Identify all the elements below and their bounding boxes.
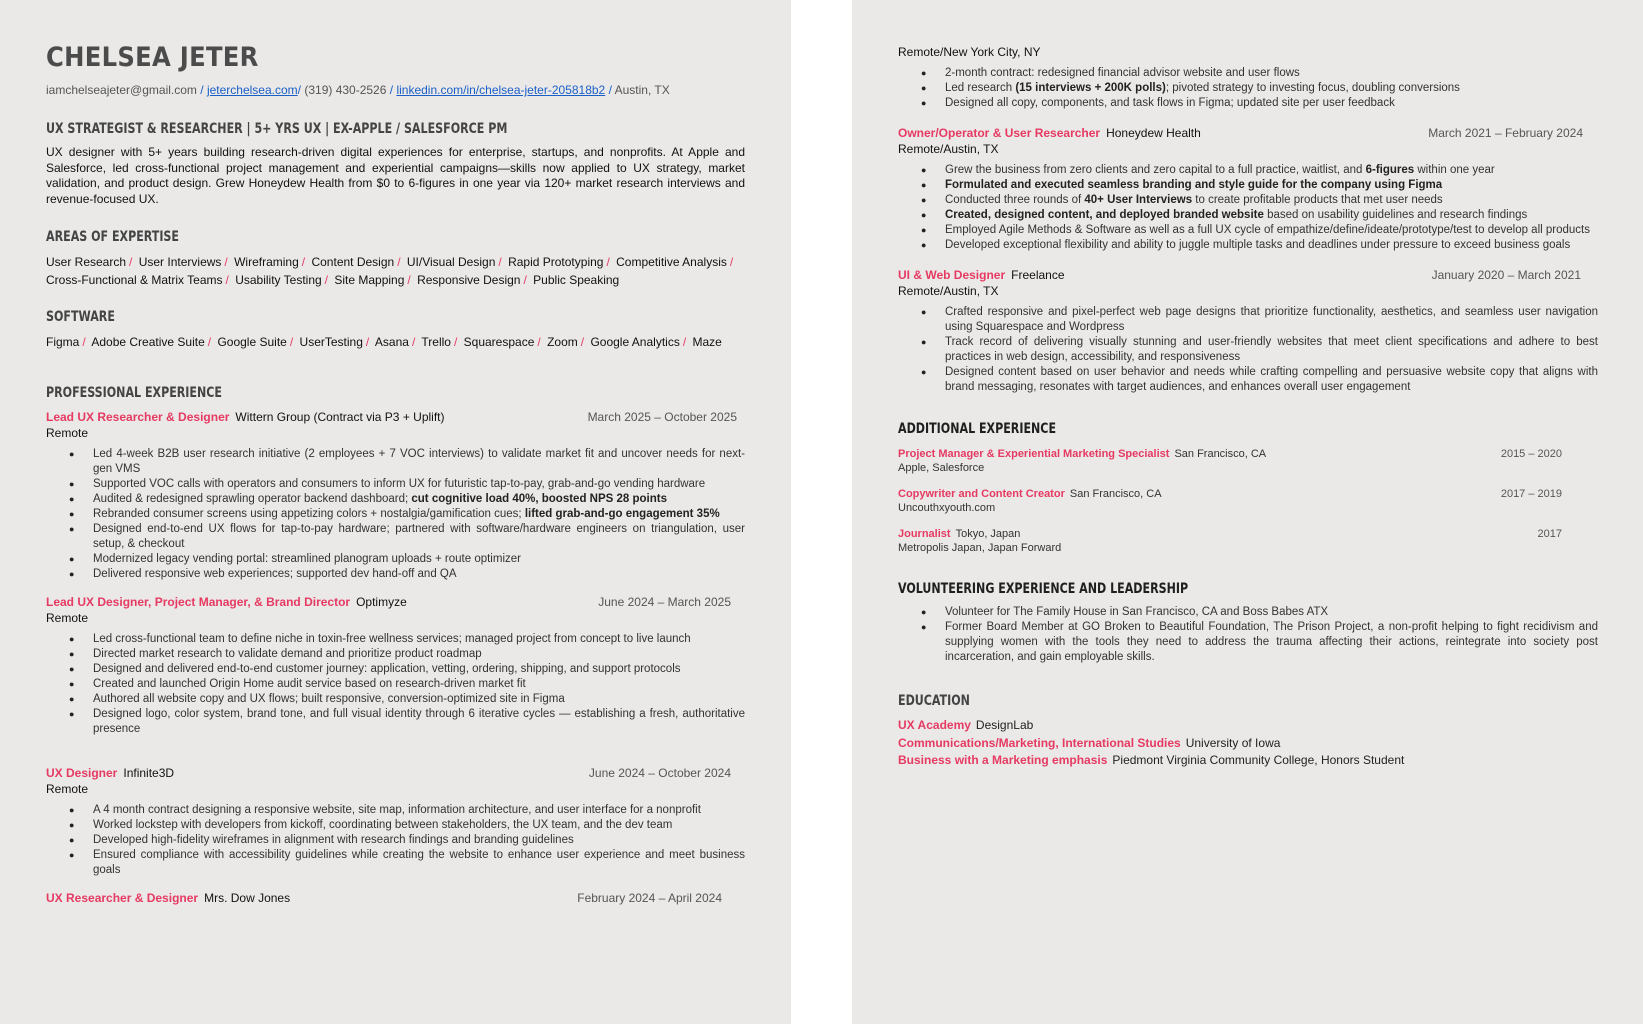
bullet-item: ● Former Board Member at GO Broken to Beautiful Foundation, The Prison Project, a non-profit helping to fight recidivism and supplying women with the tools they need to address the trauma affecting their actions, reintegrate into society post incarceration, and gain employable skills. (945, 620, 1598, 665)
expertise-heading: AREAS OF EXPERTISE (46, 229, 180, 245)
bullet-item (93, 707, 745, 737)
bullet-text: based on usability guidelines and research findings (1263, 209, 1528, 221)
bullet-item (945, 193, 1598, 208)
job-role: UX Designer (46, 766, 118, 780)
bullet-text: Led 4-week B2B user research initiative (2 employees + 7 VOC interviews) to validate market fit and uncover needs for next-gen VMS (93, 448, 745, 475)
separator: / (289, 335, 294, 349)
separator: / (365, 335, 370, 349)
bullet-item (945, 365, 1598, 395)
tag-item: Trello (421, 335, 451, 349)
resume-page-2 (852, 0, 1643, 1024)
tag-item: Zoom (547, 335, 578, 349)
separator: / (207, 335, 212, 349)
additional-row (898, 447, 1598, 461)
education-school: Piedmont Virginia Community College, Honors Student (1112, 753, 1405, 767)
software-heading: SOFTWARE (46, 309, 115, 325)
tag-item: Figma (46, 335, 80, 349)
software-list (46, 333, 745, 351)
bullet-item (945, 96, 1598, 111)
separator: / (324, 273, 329, 287)
volunteering-list (898, 605, 1598, 665)
additional-dates: 2017 (1537, 528, 1562, 540)
job-dates: March 2025 – October 2025 (587, 410, 737, 424)
job-location: Remote/Austin, TX (898, 284, 999, 298)
experience-heading: PROFESSIONAL EXPERIENCE (46, 385, 222, 401)
job-dates: June 2024 – March 2025 (598, 595, 731, 609)
job-location: Remote (46, 426, 89, 440)
bullet-text: Modernized legacy vending portal: streamlined planogram uploads + route optimizer (93, 553, 521, 565)
bullet-item (93, 632, 745, 647)
job-company: Mrs. Dow Jones (204, 891, 291, 905)
education-row (898, 752, 1598, 770)
bullet-text: Audited & redesigned sprawling operator backend dashboard; (93, 493, 412, 505)
experience-list (46, 409, 745, 906)
additional-dates: 2015 – 2020 (1500, 448, 1562, 460)
bullet-item (93, 522, 745, 552)
bullet-item (93, 662, 745, 677)
candidate-name: CHELSEA JETER (46, 42, 259, 73)
bullet-item (93, 677, 745, 692)
tag-item: Adobe Creative Suite (91, 335, 205, 349)
bullet-item (945, 81, 1598, 96)
phone-text: (319) 430-2526 (304, 83, 387, 97)
job-location: Remote/Austin, TX (898, 142, 999, 156)
bullet-text: Designed and delivered end-to-end customer journey: application, vetting, ordering, shipping, and support protocols (93, 663, 681, 675)
bullet-text: Grew the business from zero clients and zero capital to a full practice, waitlist, and (945, 164, 1366, 176)
bullet-item (945, 163, 1598, 178)
tag-item: Rapid Prototyping (508, 255, 604, 269)
separator: / (498, 255, 502, 269)
additional-role: Journalist (898, 528, 951, 540)
education-list (898, 717, 1598, 770)
job-header (46, 765, 745, 781)
tag-item: Google Analytics (590, 335, 680, 349)
separator: / (225, 273, 229, 287)
additional-heading: ADDITIONAL EXPERIENCE (898, 421, 1057, 437)
bullet-text: Developed high-fidelity wireframes in alignment with research findings and branding guidelines (93, 834, 574, 846)
tag-item: Content Design (311, 255, 395, 269)
separator: / (297, 83, 301, 97)
job-bullets (898, 305, 1598, 395)
bullet-item (945, 335, 1598, 365)
bullet-text: within one year (1414, 164, 1495, 176)
tag-item: User Research (46, 255, 127, 269)
bullet-text: Developed exceptional flexibility and ability to juggle multiple tasks and deadlines under pressure to exceed business goals (945, 239, 1571, 251)
job-company: Optimyze (356, 595, 407, 609)
tag-item: Maze (692, 335, 722, 349)
additional-row (898, 527, 1598, 541)
email-text: iamchelseajeter@gmail.com (46, 83, 197, 97)
education-program: UX Academy (898, 718, 971, 732)
job-location: Remote (46, 611, 89, 625)
tag-item: Usability Testing (235, 273, 322, 287)
job-company: Freelance (1011, 268, 1065, 282)
job-header (46, 594, 745, 610)
additional-location: San Francisco, CA (1069, 488, 1162, 500)
separator: / (606, 255, 610, 269)
tag-item: Squarespace (463, 335, 535, 349)
separator: / (200, 83, 204, 97)
job-dates: March 2021 – February 2024 (1428, 126, 1583, 140)
education-program: Business with a Marketing emphasis (898, 753, 1108, 767)
bullet-text: Designed end-to-end UX flows for tap-to-pay hardware; partnered with software/hardware engineers on triangulation, user setup, & checkout (93, 523, 745, 550)
tag-item: Public Speaking (533, 273, 620, 287)
tag-item: UI/Visual Design (406, 255, 496, 269)
job-location: Remote (46, 782, 89, 796)
tag-item: Responsive Design (417, 273, 521, 287)
additional-role: Copywriter and Content Creator (898, 488, 1065, 500)
contact-line (46, 83, 745, 97)
additional-list (898, 447, 1598, 555)
job-role: UI & Web Designer (898, 268, 1006, 282)
tag-item: User Interviews (138, 255, 222, 269)
education-row (898, 735, 1598, 753)
separator: / (397, 255, 401, 269)
bullet-emphasis: Formulated and executed seamless branding and style guide for the company using Figma (945, 179, 1443, 191)
location-text: Austin, TX (614, 83, 670, 97)
separator: / (523, 273, 527, 287)
bullet-item (93, 567, 745, 582)
additional-org: Apple, Salesforce (898, 462, 985, 474)
additional-org: Uncouthxyouth.com (898, 502, 996, 514)
bullet-emphasis: Created, designed content, and deployed branded website (945, 209, 1264, 221)
job-bullets (46, 803, 745, 878)
job-header (898, 125, 1598, 141)
job-header (898, 267, 1598, 283)
additional-role: Project Manager & Experiential Marketing Specialist (898, 448, 1170, 460)
summary-paragraph: UX designer with 5+ years building research-driven digital experiences for enterprise, startups, and nonprofits. At Apple and Salesforce, led cross-functional project management and experiential campaigns—skills now applied to UX strategy, market validation, and product design. Grew Honeydew Health from $0 to 6-figures in one year via 120+ market research interviews and revenue-focused UX. (46, 145, 745, 206)
tag-item: Google Suite (217, 335, 287, 349)
job-bullets (46, 447, 745, 582)
bullet-item (945, 305, 1598, 335)
bullet-text: A 4 month contract designing a responsive website, site map, information architecture, and user interface for a nonprofit (93, 804, 701, 816)
bullet-text: Delivered responsive web experiences; supported dev hand-off and QA (93, 568, 457, 580)
volunteering-heading: VOLUNTEERING EXPERIENCE AND LEADERSHIP (898, 581, 1189, 597)
education-row (898, 717, 1598, 735)
job-bullets (46, 632, 745, 737)
experience-list-continued (898, 44, 1598, 395)
job-bullets (898, 66, 1598, 111)
separator: / (224, 255, 228, 269)
separator: / (608, 83, 612, 97)
education-heading: EDUCATION (898, 693, 970, 709)
expertise-list (46, 253, 745, 289)
job-bullets (898, 163, 1598, 253)
additional-row (898, 487, 1598, 501)
job-dates: January 2020 – March 2021 (1431, 268, 1581, 282)
separator: / (537, 335, 541, 349)
tag-item: Cross-Functional & Matrix Teams (46, 273, 223, 287)
separator: / (129, 255, 133, 269)
tag-item: Asana (374, 335, 409, 349)
education-program: Communications/Marketing, International Studies (898, 735, 1181, 750)
bullet-item (945, 208, 1598, 223)
tag-item: Wireframing (234, 255, 299, 269)
education-school: DesignLab (975, 718, 1034, 732)
additional-location: San Francisco, CA (1174, 448, 1267, 460)
separator: / (580, 335, 585, 349)
additional-dates: 2017 – 2019 (1500, 488, 1562, 500)
bullet-text: 2-month contract: redesigned financial advisor website and user flows (945, 67, 1300, 79)
bullet-text: Designed logo, color system, brand tone, and full visual identity through 6 iterative cycles — establishing a fresh, authoritative presence (93, 708, 745, 735)
bullet-text: Designed content based on user behavior and needs while crafting compelling and persuasive website copy that aligns with brand messaging, resonates with target audiences, and enhances overall user engagement (945, 366, 1598, 393)
bullet-item: ● Volunteer for The Family House in San Francisco, CA and Boss Babes ATX (945, 605, 1598, 620)
job-company: Honeydew Health (1106, 126, 1201, 140)
bullet-text: Ensured compliance with accessibility guidelines while creating the website to enhance user experience and meet business goals (93, 849, 745, 876)
bullet-item (945, 238, 1598, 253)
bullet-text: Employed Agile Methods & Software as well as a full UX cycle of empathize/define/ideate/prototype/test to develop all products (945, 224, 1590, 236)
bullet-item (93, 833, 745, 848)
bullet-item (93, 848, 745, 878)
bullet-emphasis: 6-figures (1365, 164, 1415, 176)
headline: UX STRATEGIST & RESEARCHER | 5+ YRS UX | EX-APPLE / SALESFORCE PM (46, 121, 508, 137)
bullet-item (945, 178, 1598, 193)
bullet-text: ; pivoted strategy to investing focus, doubling conversions (1165, 82, 1460, 94)
bullet-text: Designed all copy, components, and task flows in Figma; updated site per user feedback (945, 97, 1395, 109)
bullet-text: Track record of delivering visually stunning and user-friendly websites that meet client specifications and adhere to best practices in web design, accessibility, and responsiveness (945, 336, 1598, 363)
bullet-item (945, 223, 1598, 238)
additional-location: Tokyo, Japan (955, 528, 1021, 540)
resume-page-1 (0, 0, 791, 1024)
bullet-item (93, 647, 745, 662)
separator: / (411, 335, 416, 349)
separator: / (389, 83, 394, 97)
bullet-text: Created and launched Origin Home audit service based on research-driven market fit (93, 678, 526, 690)
bullet-text: Rebranded consumer screens using appetizing colors + nostalgia/gamification cues; (93, 508, 525, 520)
job-role: Lead UX Researcher & Designer (46, 410, 230, 424)
bullet-item (93, 552, 745, 567)
job-role: Lead UX Designer, Project Manager, & Brand Director (46, 595, 351, 609)
tag-item: Site Mapping (334, 273, 405, 287)
job-dates: June 2024 – October 2024 (588, 766, 731, 780)
bullet-item (93, 507, 745, 522)
bullet-text: Directed market research to validate demand and prioritize product roadmap (93, 648, 482, 660)
additional-org: Metropolis Japan, Japan Forward (898, 542, 1062, 554)
bullet-emphasis: 40+ User Interviews (1084, 194, 1193, 206)
tag-item: UserTesting (299, 335, 363, 349)
bullet-text: Led research (945, 82, 1016, 94)
job-company: Infinite3D (123, 766, 175, 780)
bullet-emphasis: lifted grab-and-go engagement 35% (524, 508, 720, 520)
bullet-text: Crafted responsive and pixel-perfect web page designs that prioritize functionality, aesthetics, and seamless user navigation using Squarespace and Wordpress (945, 306, 1598, 333)
separator: / (682, 335, 687, 349)
website-link[interactable]: jeterchelsea.com (206, 83, 298, 97)
job-location: Remote/New York City, NY (898, 45, 1041, 59)
bullet-item (93, 692, 745, 707)
separator: / (729, 255, 734, 269)
bullet-item (93, 492, 745, 507)
bullet-text: to create profitable products that met user needs (1192, 194, 1443, 206)
education-school: University of Iowa (1185, 735, 1281, 750)
bullet-item (93, 477, 745, 492)
linkedin-link[interactable]: linkedin.com/in/chelsea-jeter-205818b2 (396, 83, 606, 97)
bullet-text: Conducted three rounds of (945, 194, 1085, 206)
separator: / (82, 335, 86, 349)
job-company: Wittern Group (Contract via P3 + Uplift) (235, 410, 445, 424)
bullet-item (945, 66, 1598, 81)
tag-item: Competitive Analysis (616, 255, 727, 269)
separator: / (453, 335, 458, 349)
job-dates: February 2024 – April 2024 (577, 891, 722, 905)
job-header (46, 409, 745, 425)
bullet-item (93, 818, 745, 833)
bullet-text: Authored all website copy and UX flows; built responsive, conversion-optimized site in Figma (93, 693, 565, 705)
separator: / (301, 255, 306, 269)
bullet-emphasis: (15 interviews + 200K polls) (1015, 82, 1166, 94)
bullet-item (93, 447, 745, 477)
job-role: Owner/Operator & User Researcher (898, 126, 1101, 140)
bullet-item (93, 803, 745, 818)
job-header (46, 890, 745, 906)
bullet-text: Supported VOC calls with operators and consumers to inform UX for futuristic tap-to-pay, grab-and-go vending hardware (93, 478, 706, 490)
job-role: UX Researcher & Designer (46, 891, 199, 905)
bullet-emphasis: cut cognitive load 40%, boosted NPS 28 points (411, 493, 667, 505)
bullet-text: Led cross-functional team to define niche in toxin-free wellness services; managed project from concept to live launch (93, 633, 691, 645)
bullet-text: Worked lockstep with developers from kickoff, coordinating between stakeholders, the UX team, and the dev team (93, 819, 673, 831)
separator: / (407, 273, 411, 287)
